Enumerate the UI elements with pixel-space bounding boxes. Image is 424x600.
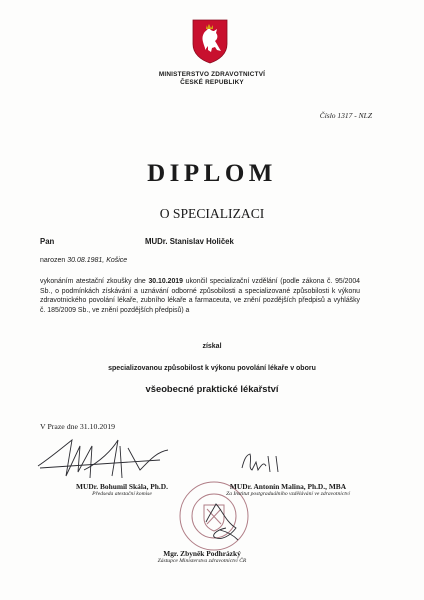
signatory-name: Mgr. Zbyněk Podhrázký — [163, 549, 241, 558]
salutation: Pan — [40, 237, 55, 246]
signature-podhrazky — [206, 504, 238, 540]
signatory-name: MUDr. Bohumil Skála, Ph.D. — [76, 482, 168, 491]
signature-block-malina — [218, 482, 358, 498]
specialization-field: všeobecné praktické lékařství — [145, 383, 279, 394]
ziskal-label: získal — [202, 343, 222, 350]
signature-block-skala — [62, 482, 182, 498]
document-title: DIPLOM — [147, 160, 277, 187]
body-part-2: ukončil specializační vzdělání (podle zákona č. 95/2004 Sb., o podmínkách získávání a uznávání odborné způsobilosti a specializované způsobilosti k výkonu zdravotnického povolání lékaře, zubního lékaře a farmaceuta, ve znění pozdějších předpisů a vyhlášky č. 185/2009 Sb., ve znění pozdějších předpisů) a — [40, 278, 361, 315]
document-number: Číslo 1317 - NLZ — [319, 111, 372, 120]
ministry-line-1: MINISTERSTVO ZDRAVOTNICTVÍ — [158, 71, 266, 78]
recipient-name: MUDr. Stanislav Holiček — [145, 237, 234, 246]
signatory-name: MUDr. Antonín Malina, Ph.D., MBA — [229, 482, 347, 491]
signature-block-podhrazky — [132, 549, 272, 565]
signature-skala — [38, 440, 168, 478]
place-and-date: V Praze dne 31.10.2019 — [40, 422, 115, 431]
specialization-line: specializovanou způsobilost k výkonu povolání lékaře v oboru — [108, 365, 316, 372]
birth-info: narozen 30.08.1981, Košice — [40, 257, 128, 264]
body-part-1: vykonáním atestační zkoušky dne — [40, 278, 149, 285]
signatory-role: Předseda atestační komise — [92, 491, 152, 497]
born-place: Košice — [106, 257, 128, 264]
exam-date: 30.10.2019 — [148, 278, 183, 285]
signature-malina — [242, 454, 278, 472]
signatory-role: Za Institut postgraduálního vzdělávání ve zdravotnictví — [226, 491, 350, 497]
document-subtitle: O SPECIALIZACI — [159, 206, 265, 221]
born-date: 30.08.1981 — [67, 257, 103, 264]
born-prefix: narozen — [40, 257, 66, 264]
ministry-line-2: ČESKÉ REPUBLIKY — [180, 79, 244, 86]
signatory-role: Zástupce Ministerstva zdravotnictví ČR — [157, 558, 247, 564]
